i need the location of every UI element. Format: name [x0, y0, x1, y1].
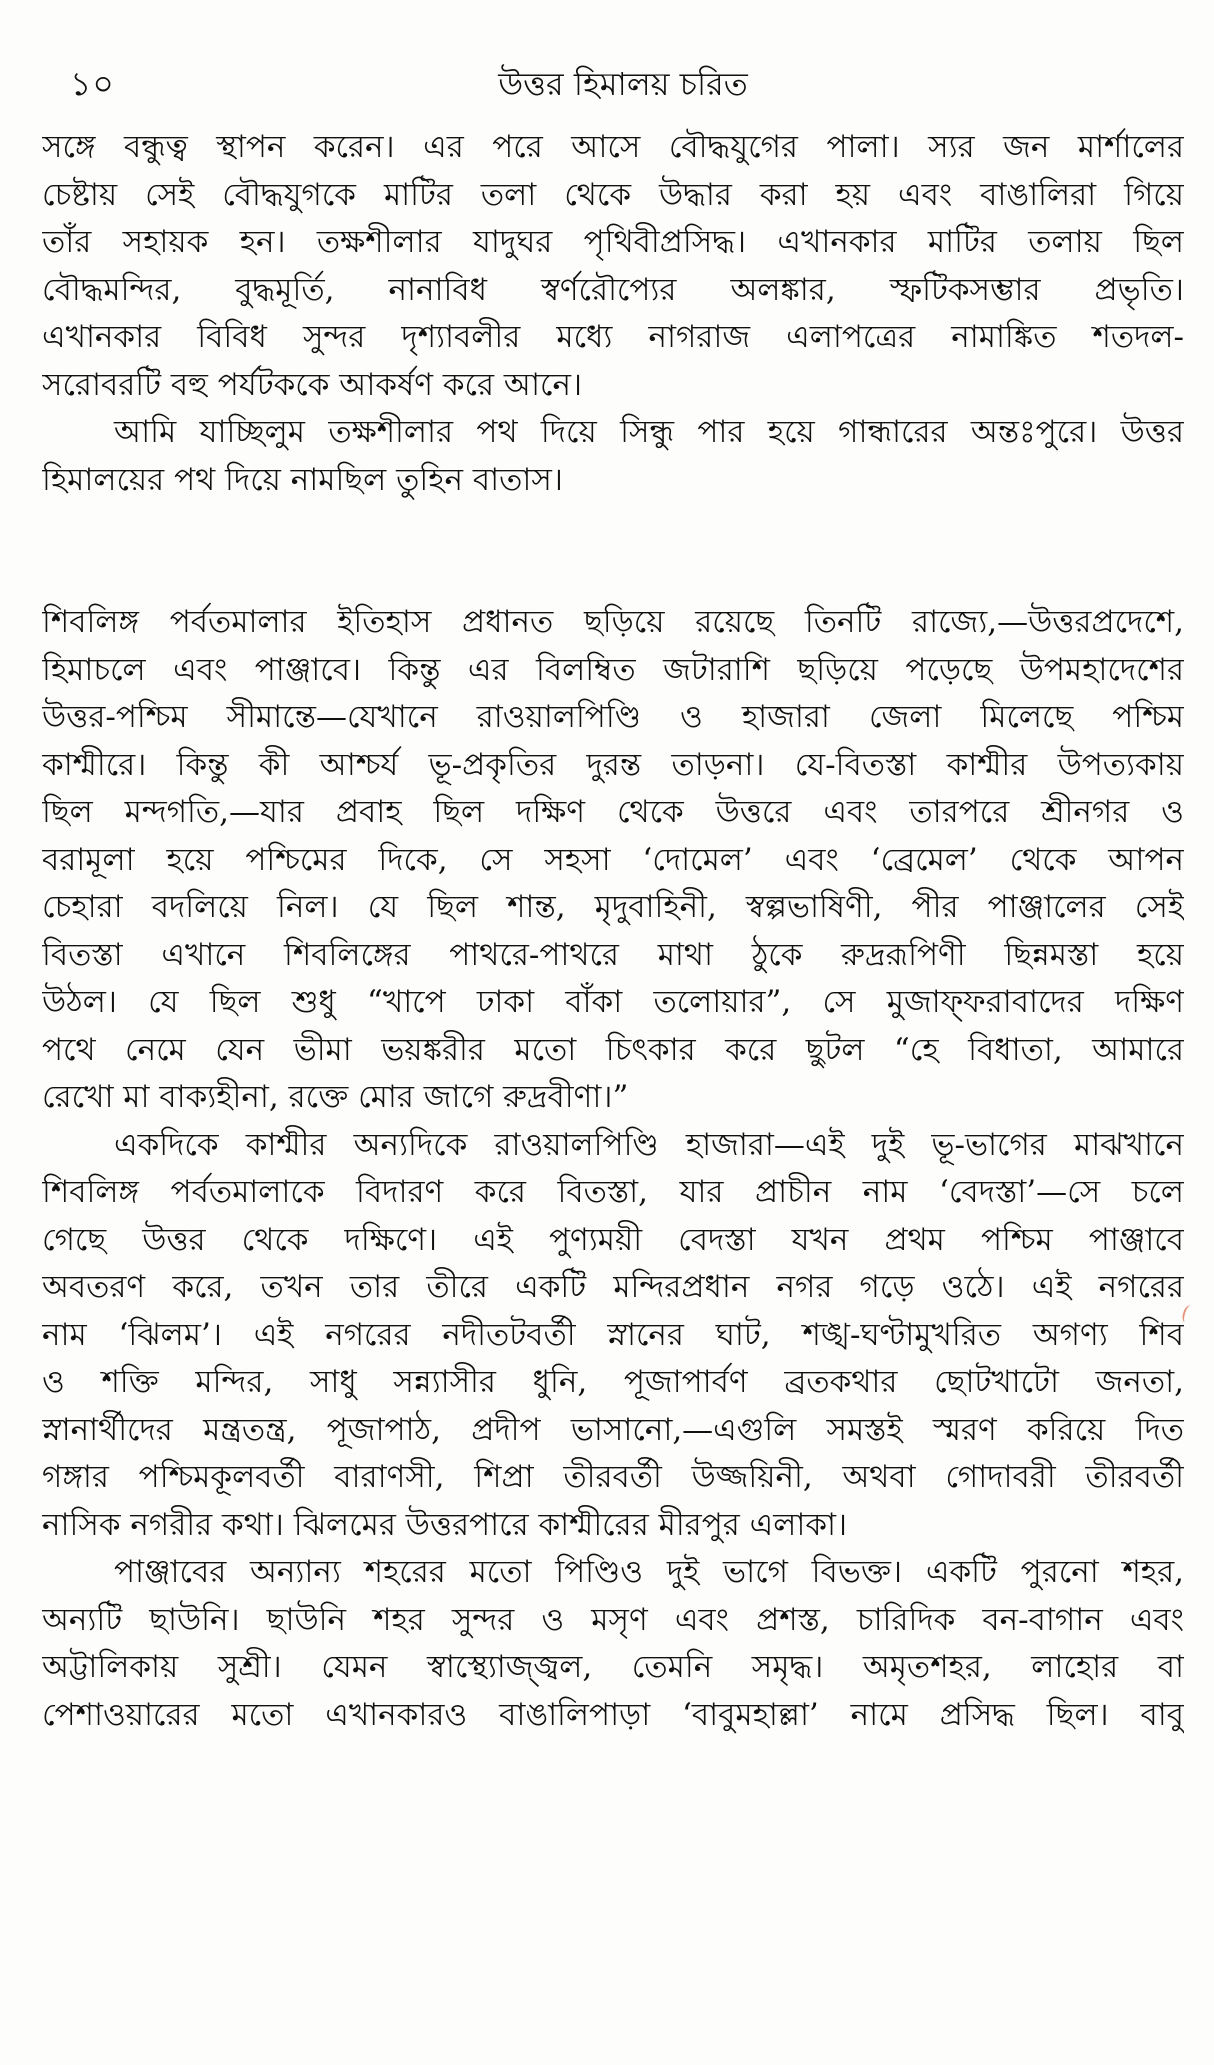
body-text [42, 124, 1184, 1739]
text-line: অবতরণ করে, তখন তার তীরে একটি মন্দিরপ্রধান নগর গড়ে ওঠে। এই নগরের [42, 1269, 1184, 1305]
text-line: আমি যাচ্ছিলুম তক্ষশীলার পথ দিয়ে সিন্ধু পার হয়ে গান্ধারের অন্তঃপুরে। উত্তর [114, 414, 1184, 450]
text-line: অন্যটি ছাউনি। ছাউনি শহর সুন্দর ও মসৃণ এবং প্রশস্ত, চারিদিক বন-বাগান এবং [42, 1601, 1184, 1638]
running-title: উত্তর হিমালয় চরিত [498, 65, 748, 103]
paragraph [42, 409, 1184, 504]
text-line: চেহারা বদলিয়ে নিল। যে ছিল শান্ত, মৃদুবাহিনী, স্বল্পভাষিণী, পীর পাঞ্জালের সেই [42, 889, 1184, 925]
text-line: তাঁর সহায়ক হন। তক্ষশীলার যাদুঘর পৃথিবীপ্রসিদ্ধ। এখানকার মাটির তলায় ছিল [42, 224, 1184, 260]
text-line: পাঞ্জাবের অন্যান্য শহরের মতো পিণ্ডিও দুই ভাগে বিভক্ত। একটি পুরনো শহর, [114, 1554, 1184, 1590]
text-line: উঠল। যে ছিল শুধু “খাপে ঢাকা বাঁকা তলোয়ার”, সে মুজাফ্ফরাবাদের দক্ষিণ [42, 984, 1184, 1020]
section-break [42, 504, 1184, 599]
text-line: স্নানার্থীদের মন্ত্রতন্ত্র, পূজাপাঠ, প্রদীপ ভাসানো,—এগুলি সমস্তই স্মরণ করিয়ে দিত [42, 1411, 1184, 1448]
text-line: শিবলিঙ্গ পর্বতমালার ইতিহাস প্রধানত ছড়িয়ে রয়েছে তিনটি রাজ্যে,—উত্তরপ্রদেশে, [42, 604, 1184, 640]
page-header [58, 60, 1188, 110]
text-line: বরামূলা হয়ে পশ্চিমের দিকে, সে সহসা ‘দোমেল’ এবং ‘ব্রেমেল’ থেকে আপন [42, 841, 1184, 878]
text-line: চেষ্টায় সেই বৌদ্ধযুগকে মাটির তলা থেকে উদ্ধার করা হয় এবং বাঙালিরা গিয়ে [42, 176, 1184, 213]
paragraph [42, 599, 1184, 1122]
text-line: একদিকে কাশ্মীর অন্যদিকে রাওয়ালপিণ্ডি হাজারা—এই দুই ভূ-ভাগের মাঝখানে [114, 1126, 1184, 1163]
text-line: বিতস্তা এখানে শিবলিঙ্গের পাথরে-পাথরে মাথা ঠুকে রুদ্ররূপিণী ছিন্নমস্তা হয়ে [42, 936, 1184, 973]
text-line: সঙ্গে বন্ধুত্ব স্থাপন করেন। এর পরে আসে বৌদ্ধযুগের পালা। স্যর জন মার্শালের [42, 129, 1184, 165]
text-line: নাম ‘ঝিলম’। এই নগরের নদীতটবর্তী স্নানের ঘাট, শঙ্খ-ঘণ্টামুখরিত অগণ্য শিব [42, 1316, 1184, 1353]
text-line: কাশ্মীরে। কিন্তু কী আশ্চর্য ভূ-প্রকৃতির দুরন্ত তাড়না। যে-বিতস্তা কাশ্মীর উপত্যকায় [42, 746, 1184, 783]
paragraph [42, 124, 1184, 409]
text-line: হিমালয়ের পথ দিয়ে নামছিল তুহিন বাতাস। [42, 461, 563, 498]
text-line: গঙ্গার পশ্চিমকূলবর্তী বারাণসী, শিপ্রা তীরবর্তী উজ্জয়িনী, অথবা গোদাবরী তীরবর্তী [42, 1459, 1184, 1495]
text-line: হিমাচলে এবং পাঞ্জাবে। কিন্তু এর বিলম্বিত জটারাশি ছড়িয়ে পড়েছে উপমহাদেশের [42, 651, 1184, 688]
text-line: অট্টালিকায় সুশ্রী। যেমন স্বাস্থ্যোজ্জ্বল, তেমনি সমৃদ্ধ। অমৃতশহর, লাহোর বা [42, 1649, 1184, 1685]
text-line: উত্তর-পশ্চিম সীমান্তে—যেখানে রাওয়ালপিণ্ডি ও হাজারা জেলা মিলেছে পশ্চিম [42, 699, 1184, 735]
paragraph [42, 1122, 1184, 1550]
text-line: ও শক্তি মন্দির, সাধু সন্ন্যাসীর ধুনি, পূজাপার্বণ ব্রতকথার ছোটখাটো জনতা, [42, 1364, 1184, 1400]
text-line: নাসিক নগরীর কথা। ঝিলমের উত্তরপারে কাশ্মীরের মীরপুর এলাকা। [42, 1506, 848, 1543]
text-line: বৌদ্ধমন্দির, বুদ্ধমূর্তি, নানাবিধ স্বর্ণরৌপ্যের অলঙ্কার, স্ফটিকসম্ভার প্রভৃতি। [42, 271, 1184, 308]
text-line: এখানকার বিবিধ সুন্দর দৃশ্যাবলীর মধ্যে নাগরাজ এলাপত্রের নামাঙ্কিত শতদল- [42, 319, 1184, 355]
text-line: পেশাওয়ারের মতো এখানকারও বাঙালিপাড়া ‘বাবুমহাল্লা’ নামে প্রসিদ্ধ ছিল। বাবু [42, 1696, 1184, 1733]
text-line: রেখো মা বাক্যহীনা, রক্তে মোর জাগে রুদ্রবীণা।” [42, 1079, 629, 1115]
text-line: গেছে উত্তর থেকে দক্ষিণে। এই পুণ্যময়ী বেদস্তা যখন প্রথম পশ্চিম পাঞ্জাবে [42, 1221, 1184, 1258]
text-line: পথে নেমে যেন ভীমা ভয়ঙ্করীর মতো চিৎকার করে ছুটল “হে বিধাতা, আমারে [42, 1031, 1184, 1068]
paragraph [42, 1549, 1184, 1739]
text-line: শিবলিঙ্গ পর্বতমালাকে বিদারণ করে বিতস্তা, যার প্রাচীন নাম ‘বেদস্তা’—সে চলে [42, 1174, 1184, 1210]
text-line: সরোবরটি বহু পর্যটককে আকর্ষণ করে আনে। [42, 366, 583, 403]
page-number: ১০ [70, 64, 115, 103]
text-line: ছিল মন্দগতি,—যার প্রবাহ ছিল দক্ষিণ থেকে উত্তরে এবং তারপরে শ্রীনগর ও [42, 794, 1184, 830]
